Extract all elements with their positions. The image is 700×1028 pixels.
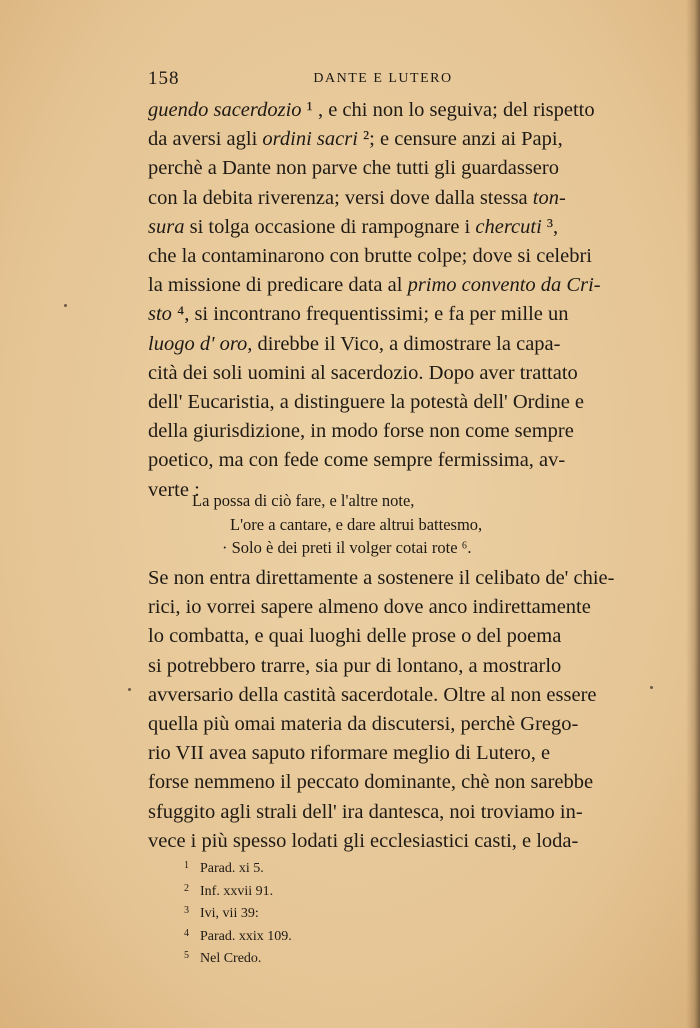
footnote-mark: 4 <box>184 927 189 939</box>
page-edge-shadow <box>686 0 700 1028</box>
paper-speck <box>650 686 653 689</box>
text-line: Se non entra direttamente a sostenere il celibato de' chie- <box>148 567 615 589</box>
text-line: sura si tolga occasione di rampognare i chercuti ³, <box>148 215 559 238</box>
text-line: della giurisdizione, in modo forse non come sempre <box>148 420 574 443</box>
paragraph-2 <box>148 564 638 856</box>
paper-speck <box>128 688 131 691</box>
page-header <box>148 68 638 90</box>
footnote-text: Inf. xxvii 91. <box>200 883 274 899</box>
footnote <box>184 946 484 969</box>
footnote-text: Nel Credo. <box>200 951 262 967</box>
footnotes <box>184 856 484 969</box>
footnote <box>184 901 484 924</box>
text-line: lo combatta, e quai luoghi delle prose o del poema <box>148 625 562 648</box>
text-line: rici, io vorrei sapere almeno dove anco indirettamente <box>148 596 591 619</box>
footnote-mark: 3 <box>184 905 189 917</box>
verse-line: L'ore a cantare, e dare altrui battesmo, <box>230 514 483 534</box>
footnote-text: Parad. xxix 109. <box>200 928 292 944</box>
footnote-mark: 1 <box>184 860 189 871</box>
text-line: poetico, ma con fede come sempre fermissima, av- <box>148 449 566 472</box>
footnote-text: Parad. xi 5. <box>200 861 264 876</box>
page-number: 158 <box>148 68 180 89</box>
verse-quote <box>192 489 592 560</box>
text-line: forse nemmeno il peccato dominante, chè non sarebbe <box>148 771 594 794</box>
text-line: quella più omai materia da discutersi, perchè Grego- <box>148 713 579 736</box>
verse-line: · Solo è dei preti il volger cotai rote ⁶. <box>222 538 472 557</box>
text-line: perchè a Dante non parve che tutti gli guardassero <box>148 157 559 180</box>
paper-speck <box>64 304 67 307</box>
text-line: che la contaminarono con brutte colpe; dove si celebri <box>148 245 592 268</box>
text-line: vece i più spesso lodati gli ecclesiastici casti, e loda- <box>148 829 579 852</box>
text-line: rio VII avea saputo riformare meglio di Lutero, e <box>148 742 551 765</box>
footnote <box>184 924 484 947</box>
text-line: con la debita riverenza; versi dove dalla stessa ton- <box>148 186 566 209</box>
text-line: avversario della castità sacerdotale. Oltre al non essere <box>148 683 597 706</box>
text-line: la missione di predicare data al primo convento da Cri- <box>148 274 601 297</box>
paragraph-1 <box>148 96 638 505</box>
text-line: sto ⁴, si incontrano frequentissimi; e fa per mille un <box>148 303 569 326</box>
text-line: si potrebbero trarre, sia pur di lontano, a mostrarlo <box>148 654 562 677</box>
text-line: guendo sacerdozio ¹ , e chi non lo seguiva; del rispetto <box>148 99 595 121</box>
footnote <box>184 856 484 879</box>
footnote <box>184 879 484 902</box>
footnote-mark: 5 <box>184 950 189 962</box>
text-line: da aversi agli ordini sacri ²; e censure anzi ai Papi, <box>148 128 563 151</box>
footnote-mark: 2 <box>184 882 189 894</box>
text-line: luogo d' oro, direbbe il Vico, a dimostrare la capa- <box>148 332 561 355</box>
footnote-text: Ivi, vii 39: <box>200 906 259 922</box>
text-line: dell' Eucaristia, a distinguere la potestà dell' Ordine e <box>148 391 585 414</box>
text-line: sfuggito agli strali dell' ira dantesca, noi troviamo in- <box>148 800 583 823</box>
running-head: DANTE E LUTERO <box>313 71 453 86</box>
text-line: cità dei soli uomini al sacerdozio. Dopo aver trattato <box>148 361 578 384</box>
verse-line: La possa di ciò fare, e l'altre note, <box>192 491 415 510</box>
text-line: verte : <box>148 478 200 501</box>
